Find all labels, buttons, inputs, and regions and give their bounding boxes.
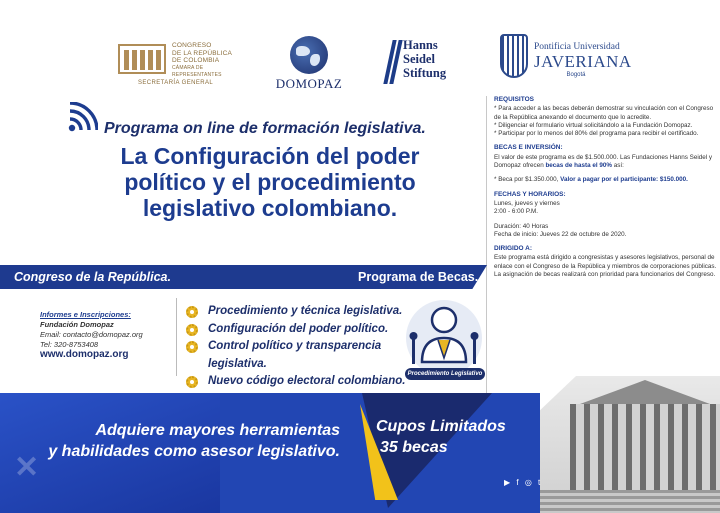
broadcast-icon: [66, 102, 98, 134]
becas-heading: BECAS E INVERSIÓN:: [494, 144, 563, 152]
becas-text: El valor de este programa es de $1.500.000. Las Fundaciones Hanns Seidel y Domopaz ofrecen becas de hasta el 90% así:: [494, 153, 713, 170]
contact-email[interactable]: Email: contacto@domopaz.org: [40, 330, 143, 339]
topic-item: Nuevo código electoral colombiano.: [186, 373, 416, 391]
javeriana-logo: [500, 32, 632, 92]
topic-item: Control político y transparencia legislativa.: [186, 338, 416, 373]
watermark-x: ✕: [14, 451, 40, 484]
requisito-item: * Participar por lo menos del 80% del programa para recibir el certificado.: [494, 130, 699, 138]
dirigido-section: [494, 245, 718, 279]
gear-icon: [186, 324, 198, 336]
javeriana-name: JAVERIANA: [534, 52, 632, 71]
contact-website-link[interactable]: www.domopaz.org: [40, 349, 129, 360]
globe-icon: [290, 36, 328, 74]
page-title: La Configuración del poder político y el procedimiento legislativo colombiano.: [120, 143, 420, 221]
congreso-logo: [118, 38, 236, 90]
duracion: Duración: 40 Horas: [494, 222, 549, 230]
gear-icon: [186, 341, 198, 353]
dirigido-text: Este programa está dirigido a congresistas y asesores legislativos, personal de enlace con el Congreso de la República y miembros de corporaciones públicas. La asignación de becas realizará con prioridad para funcionarios del Congreso.: [494, 254, 717, 279]
hanns-line-3: Stiftung: [403, 66, 447, 80]
fechas-heading: FECHAS Y HORARIOS:: [494, 190, 566, 198]
topics-list: [186, 303, 416, 391]
dirigido-heading: DIRIGIDO A:: [494, 245, 533, 253]
duracion-section: [494, 223, 718, 240]
congreso-logo-sub: SECRETARÍA GENERAL: [138, 80, 214, 86]
domopaz-name: DOMOPAZ: [275, 76, 343, 91]
javeriana-shield-icon: [500, 34, 528, 78]
cupos-text: Cupos Limitados 35 becas: [376, 418, 506, 456]
fechas-hours: 2:00 - 6:00 P.M.: [494, 208, 538, 216]
slogan: Adquiere mayores herramientas y habilidades como asesor legislativo.: [48, 422, 340, 460]
contact-heading: Informes e Inscripciones:: [40, 310, 131, 319]
requisitos-heading: REQUISITOS: [494, 96, 534, 103]
topic-item: Procedimiento y técnica legislativa.: [186, 303, 416, 321]
congreso-logo-text: CONGRESO DE LA REPÚBLICA DE COLOMBIA CÁMARA DE REPRESENTANTES: [172, 42, 233, 78]
topic-item: Configuración del poder político.: [186, 321, 416, 339]
capitol-columns-icon: [118, 44, 166, 74]
hanns-stripes-icon: [388, 40, 398, 84]
contact-divider: [176, 298, 177, 376]
hanns-line-2: Seidel: [403, 52, 435, 66]
requisitos-section: [494, 96, 718, 138]
fechas-section: [494, 191, 718, 217]
social-icons[interactable]: ▶ f ◎ t: [504, 478, 543, 487]
requisito-item: * Diligenciar el formulario virtual solicitándolo a la Fundación Domopaz.: [494, 121, 693, 129]
gear-icon: [186, 376, 198, 388]
contact-org: Fundación Domopaz: [40, 320, 114, 329]
beca-value: * Beca por $1.350.000, Valor a pagar por el participante: $150.000.: [494, 176, 688, 184]
program-subtitle: Programa on line de formación legislativa.: [104, 120, 426, 137]
band-left-label: Congreso de la República.: [14, 270, 171, 284]
javeriana-top: Pontificia Universidad: [534, 42, 620, 52]
contact-block: [40, 310, 180, 360]
becas-section: [494, 144, 718, 184]
javeriana-city: Bogotá: [566, 72, 586, 78]
domopaz-logo: [272, 36, 346, 94]
band-right-label: Programa de Becas.: [358, 270, 479, 284]
requisito-item: * Para acceder a las becas deberán demostrar su vinculación con el Congreso de la República anexando el documento que lo acredite.: [494, 105, 714, 121]
badge-label: Procedimiento Legislativo: [405, 368, 485, 380]
fechas-days: Lunes, jueves y viernes: [494, 199, 560, 207]
fecha-inicio: Fecha de inicio: Jueves 22 de octubre de 2020.: [494, 230, 627, 238]
hanns-seidel-logo: [388, 38, 478, 88]
contact-phone[interactable]: Tel: 320-8753408: [40, 340, 99, 349]
hanns-line-1: Hanns: [403, 38, 438, 52]
building-stairs: [540, 490, 720, 513]
gear-icon: [186, 306, 198, 318]
details-column: [494, 96, 718, 285]
